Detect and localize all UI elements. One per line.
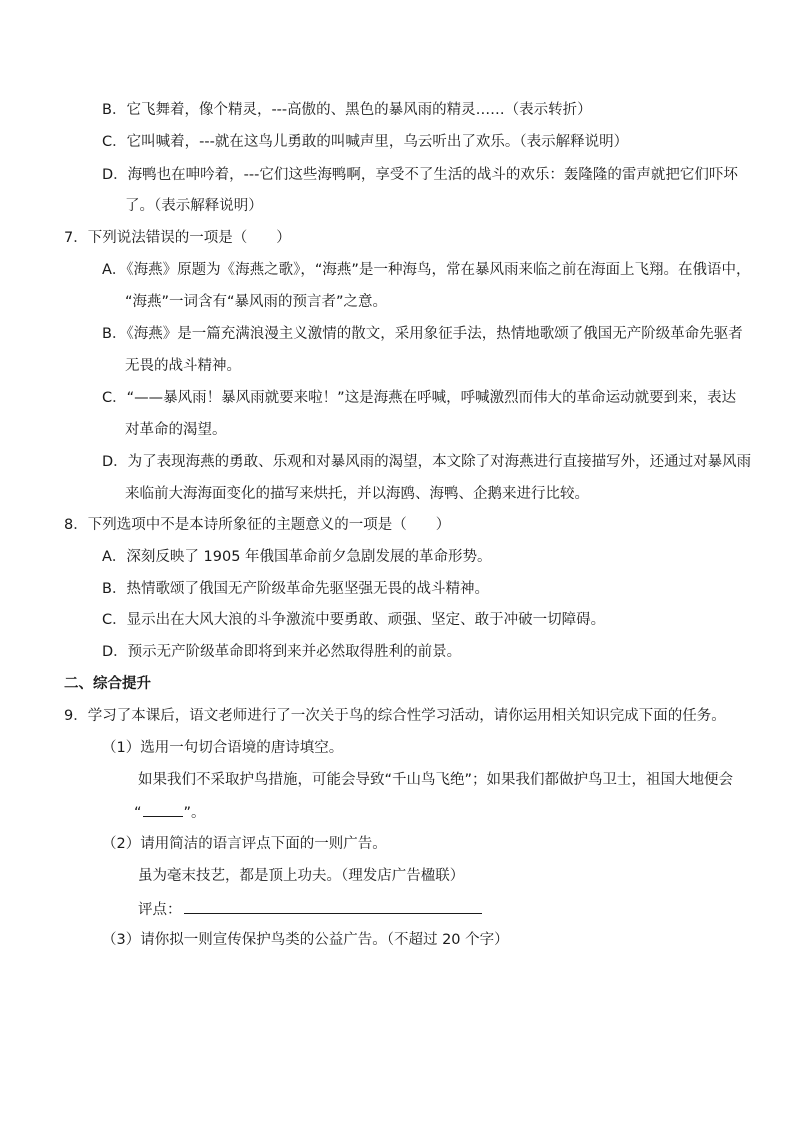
q8-option-c: C．显示出在大风大浪的斗争激流中要勇敢、顽强、坚定、敢于冲破一切障碍。 xyxy=(102,612,606,628)
q7-option-b-line1: B．《海燕》是一篇充满浪漫主义激情的散文，采用象征手法，热情地歌颂了俄国无产阶级革命先驱者 xyxy=(102,326,743,342)
close-quote: ”。 xyxy=(183,805,206,821)
q6-option-d-line1: D．海鸭也在呻吟着，---它们这些海鸭啊，享受不了生活的战斗的欢乐：轰隆隆的雷声就把它们吓坏 xyxy=(102,167,738,183)
section-heading: 二、综合提升 xyxy=(64,676,151,692)
q7-option-a-line1: A．《海燕》原题为《海燕之歌》，“海燕”是一种海鸟，常在暴风雨来临之前在海面上飞翔。在俄语中， xyxy=(102,262,751,278)
q9-sub2-ad: 虽为毫末技艺，都是顶上功夫。（理发店广告楹联） xyxy=(138,868,465,884)
q6-option-d-line2: 了。（表示解释说明） xyxy=(125,198,263,214)
q9-sub1-text: 如果我们不采取护鸟措施，可能会导致“千山鸟飞绝”；如果我们都做护鸟卫士，祖国大地便会 xyxy=(138,772,734,788)
q7-option-c-line1: C．“——暴风雨！暴风雨就要来啦！”这是海燕在呼喊，呼喊激烈而伟大的革命运动就要到来，表达 xyxy=(102,390,737,406)
comment-answer-line[interactable] xyxy=(184,898,482,914)
q7-option-d-line1: D．为了表现海燕的勇敢、乐观和对暴风雨的渴望，本文除了对海燕进行直接描写外，还通过对暴风雨 xyxy=(102,454,752,470)
q9-sub2-comment-line xyxy=(138,898,482,920)
q9-sub1-blank-line xyxy=(134,802,206,823)
comment-label: 评点： xyxy=(138,902,182,918)
q9-sub1-label: （1）选用一句切合语境的唐诗填空。 xyxy=(102,740,344,756)
q9-stem: 9．学习了本课后，语文老师进行了一次关于鸟的综合性学习活动，请你运用相关知识完成下面的任务。 xyxy=(64,708,726,724)
q8-stem: 8．下列选项中不是本诗所象征的主题意义的一项是（ ） xyxy=(64,517,451,533)
open-quote: “ xyxy=(134,805,142,821)
q8-option-a: A．深刻反映了 1905 年俄国革命前夕急剧发展的革命形势。 xyxy=(102,549,492,565)
q8-option-d: D．预示无产阶级革命即将到来并必然取得胜利的前景。 xyxy=(102,644,462,660)
q7-option-d-line2: 来临前大海海面变化的描写来烘托，并以海鸥、海鸭、企鹅来进行比较。 xyxy=(125,486,589,502)
q9-sub3-label: （3）请你拟一则宣传保护鸟类的公益广告。（不超过 20 个字） xyxy=(102,932,509,948)
q7-stem: 7．下列说法错误的一项是（ ） xyxy=(64,230,291,246)
q9-sub2-label: （2）请用简洁的语言评点下面的一则广告。 xyxy=(102,836,387,852)
q7-option-b-line2: 无畏的战斗精神。 xyxy=(125,358,241,374)
q7-option-c-line2: 对革命的渴望。 xyxy=(125,422,227,438)
q7-option-a-line2: “海燕”一词含有“暴风雨的预言者”之意。 xyxy=(125,294,388,310)
answer-blank[interactable] xyxy=(143,802,183,817)
q6-option-b: B．它飞舞着，像个精灵，---高傲的、黑色的暴风雨的精灵……（表示转折） xyxy=(102,102,592,118)
q8-option-b: B．热情歌颂了俄国无产阶级革命先驱坚强无畏的战斗精神。 xyxy=(102,581,489,597)
q6-option-c: C．它叫喊着，---就在这鸟儿勇敢的叫喊声里，乌云听出了欢乐。（表示解释说明） xyxy=(102,134,629,150)
